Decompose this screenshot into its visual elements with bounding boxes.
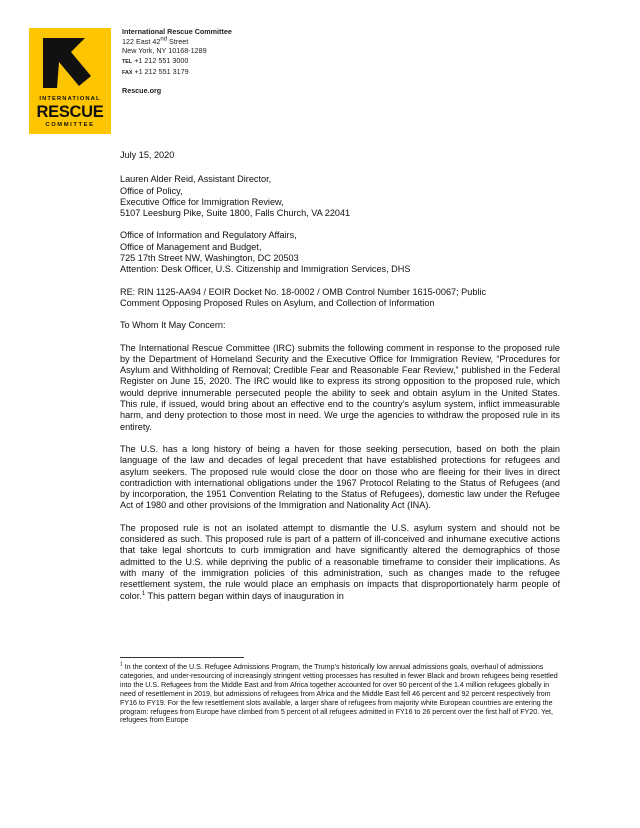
recipient-block-oira <box>120 230 560 275</box>
logo-text-committee: COMMITTEE <box>45 122 95 128</box>
letterhead-address <box>122 27 232 95</box>
irc-logo <box>29 28 111 134</box>
recipient-line: Office of Information and Regulatory Affairs, <box>120 230 297 241</box>
recipient-line: Office of Policy, <box>120 185 183 196</box>
website-link[interactable]: Rescue.org <box>122 85 162 95</box>
paragraph-intro: The International Rescue Committee (IRC) submits the following comment in response to the proposed rule by the Department of Homeland Security and the Executive Office for Immigration Review, “Procedures for Asylum and Withholding of Removal; Credible Fear and Reasonable Fear Review,” published in the Federal Register on June 15, 2020. The IRC would like to express its strong opposition to the proposed rule, which would deprive innumerable persecuted people the ability to seek and obtain asylum in the United States. This rule, if issued, would bring about an effective end to the country’s asylum system, inflict immeasurable harm, and deny protection to those most in need. We urge the agencies to withdraw the proposed rule in its entirety. <box>120 342 560 432</box>
recipient-line: Office of Management and Budget, <box>120 241 262 252</box>
recipient-line: Attention: Desk Officer, U.S. Citizenship and Immigration Services, DHS <box>120 264 411 275</box>
letter-date: July 15, 2020 <box>120 150 175 160</box>
fax: FAX +1 212 551 3179 <box>122 67 189 76</box>
footnote-reference[interactable]: 1 <box>141 590 146 597</box>
paragraph-history: The U.S. has a long history of being a haven for those seeking persecution, based on both the plain language of the law and decades of legal precedent that have established protections for refugees and asylum seekers. The proposed rule would close the door on those who are fleeing for their lives in direct contradiction with international obligations under the 1967 Protocol Relating to the Status of Refugees (and by incorporation, the 1951 Convention Relating to the Status of Refugees), domestic law under the Refugee Act of 1980 and other provisions of the Immigration and Nationality Act (INA). <box>120 443 560 511</box>
city-line: New York, NY 10168-1289 <box>122 46 207 55</box>
logo-text-international: INTERNATIONAL <box>39 96 101 102</box>
logo-arrow-icon <box>29 28 111 96</box>
street-address: 122 East 42nd Street <box>122 36 189 46</box>
salutation: To Whom It May Concern: <box>120 320 226 331</box>
recipient-line: Lauren Alder Reid, Assistant Director, <box>120 174 272 185</box>
recipient-line: 725 17th Street NW, Washington, DC 20503 <box>120 253 299 264</box>
paragraph-pattern: The proposed rule is not an isolated attempt to dismantle the U.S. asylum system and should not be considered as such. This proposed rule is part of a pattern of ill-conceived and inhumane executive actions that take legal shortcuts to curb immigration and have significantly altered the demographics of those admitted to the U.S. while depriving the public of a reasonable timeframe to consider their implications. As with many of the immigration policies of this administration, such as changes made to the refugee resettlement system, the rule would place an emphasis on impacts that disproportionately harm people of color.$^1$ This pattern began within days of inauguration in <box>120 522 560 601</box>
logo-text-rescue: RESCUE <box>36 103 104 121</box>
footnote-divider <box>120 657 244 658</box>
letter-body <box>120 150 560 602</box>
telephone: TEL +1 212 551 3000 <box>122 55 189 65</box>
footnote-number: 1 <box>120 661 123 668</box>
recipient-block-eoir <box>120 174 560 219</box>
footnote-1 <box>120 663 560 725</box>
recipient-line: Executive Office for Immigration Review, <box>120 196 284 207</box>
footnote-text: In the context of the U.S. Refugee Admissions Program, the Trump’s historically low annual admissions goals, overhaul of admissions categories, and under-resourcing of increasingly stringent vetting processes has resulted in fewer Black and brown refugees being resettled into the U.S. Refugees from the Middle East and from Africa together accounted for over 90 percent of the 1.4 million refugees globally in need of resettlement in 2019, but admissions of refugees from Africa and the Middle East fell 46 percent and 92 percent respectively from FY16 to FY19. For the few resettlement slots available, a larger share of refugees from majority white European countries are entering the program: refugees from Europe have climbed from 5 percent of all refugees admitted in FY16 to 26 percent over the first half of FY20. Yet, refugees from Europe <box>120 663 558 725</box>
recipient-line: 5107 Leesburg Pike, Suite 1800, Falls Church, VA 22041 <box>120 208 351 219</box>
org-name: International Rescue Committee <box>122 27 232 36</box>
subject-line: RE: RIN 1125-AA94 / EOIR Docket No. 18-0002 / OMB Control Number 1615-0067; Public Comment Opposing Proposed Rules on Asylum, and Collection of Information <box>120 286 487 308</box>
